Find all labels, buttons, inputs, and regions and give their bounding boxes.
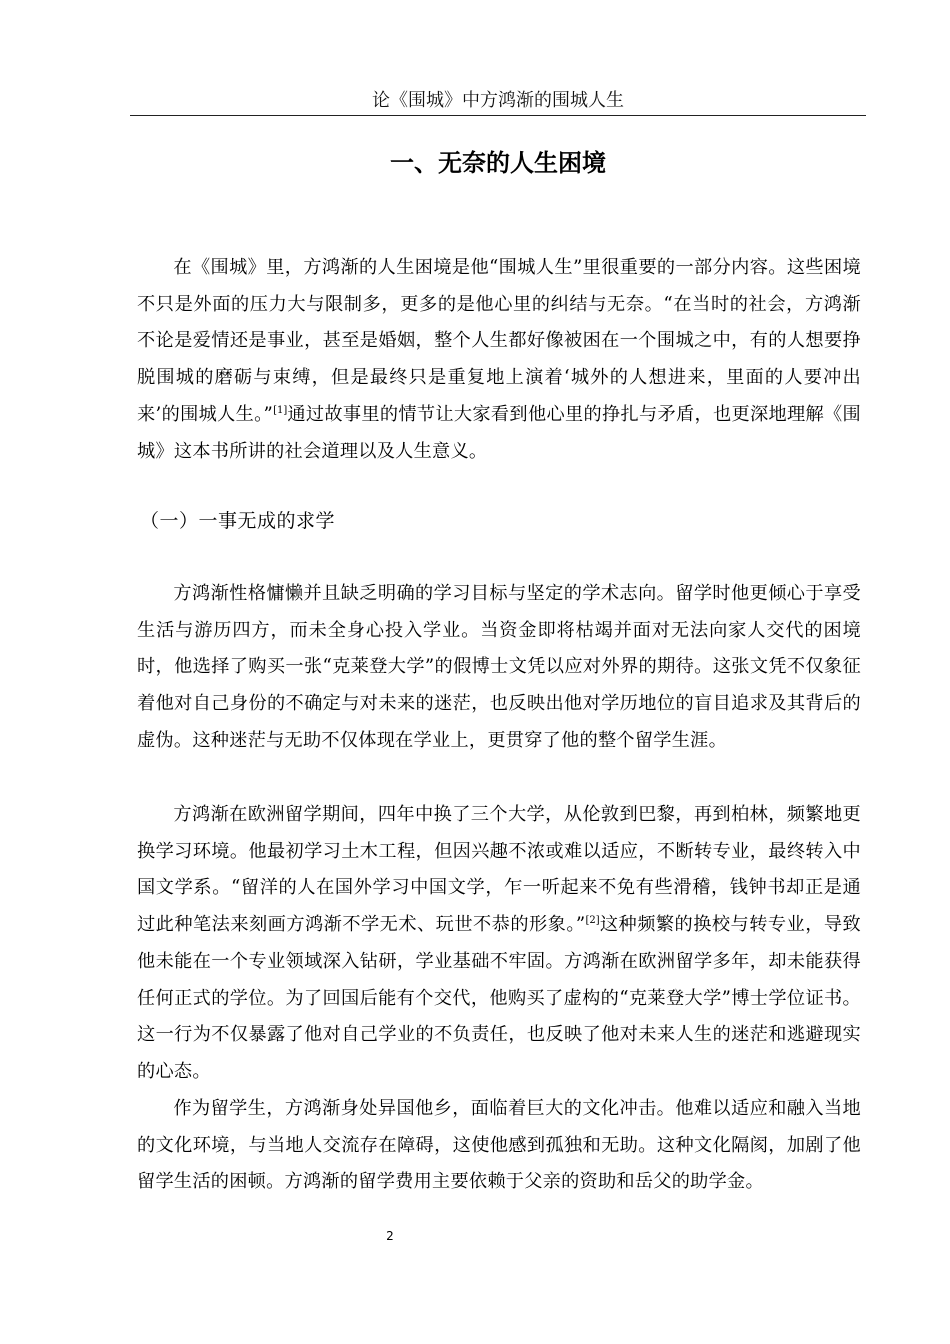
page-header: 论《围城》中方鸿渐的围城人生	[372, 90, 624, 111]
citation-1: [1]	[273, 404, 288, 416]
section-paragraph-1: 方鸿渐性格慵懒并且缺乏明确的学习目标与坚定的学术志向。留学时他更倾心于享受生活与游历四方，而未全身心投入学业。当资金即将枯竭并面对无法向家人交代的困境时，他选择了购买一张“克莱登大学”的假博士文凭以应对外界的期待。这张文凭不仅象征着他对自己身份的不确定与对未来的迷茫，也反映出他对学历地位的盲目追求及其背后的虚伪。这种迷茫与无助不仅体现在学业上，更贯穿了他的整个留学生涯。	[137, 583, 861, 751]
section-paragraph-2	[137, 797, 861, 1091]
intro-paragraph	[137, 250, 861, 470]
section-paragraph-3: 作为留学生，方鸿渐身处异国他乡，面临着巨大的文化冲击。他难以适应和融入当地的文化环境，与当地人交流存在障碍，这使他感到孤独和无助。这种文化隔阂，加剧了他留学生活的困顿。方鸿渐的留学费用主要依赖于父亲的资助和岳父的助学金。	[137, 1098, 861, 1193]
citation-2: [2]	[585, 915, 600, 927]
section-title: （一）一事无成的求学	[140, 510, 336, 532]
paragraph-2-text-after-cite: 这种频繁的换校与转专业，导致他未能在一个专业领域深入钻研，学业基础不牢固。方鸿渐在欧洲留学多年，却未能获得任何正式的学位。为了回国后能有个交代，他购买了虚构的“克莱登大学”博士学位证书。这一行为不仅暴露了他对自己学业的不负责任，也反映了他对未来人生的迷茫和逃避现实的心态。	[137, 914, 861, 1082]
chapter-title: 一、无奈的人生困境	[390, 149, 606, 177]
page-number: 2	[386, 1229, 394, 1243]
paragraph-2-text-before-cite: 方鸿渐在欧洲留学期间，四年中换了三个大学，从伦敦到巴黎，再到柏林，频繁地更换学习环境。他最初学习土木工程，但因兴趣不浓或难以适应，不断转专业，最终转入中国文学系。“留洋的人在国外学习中国文学，乍一听起来不免有些滑稽，钱钟书却正是通过此种笔法来刻画方鸿渐不学无术、玩世不恭的形象。”	[137, 804, 861, 936]
header-rule	[130, 115, 866, 116]
intro-text-after-cite: 通过故事里的情节让大家看到他心里的挣扎与矛盾，也更深地理解《围城》这本书所讲的社会道理以及人生意义。	[137, 403, 861, 462]
intro-text-before-cite: 在《围城》里，方鸿渐的人生困境是他“围城人生”里很重要的一部分内容。这些困境不只是外面的压力大与限制多，更多的是他心里的纠结与无奈。“在当时的社会，方鸿渐不论是爱情还是事业，甚至是婚姻，整个人生都好像被困在一个围城之中，有的人想要挣脱围城的磨砺与束缚，但是最终只是重复地上演着‘城外的人想进来，里面的人要冲出来’的围城人生。”	[137, 257, 861, 425]
